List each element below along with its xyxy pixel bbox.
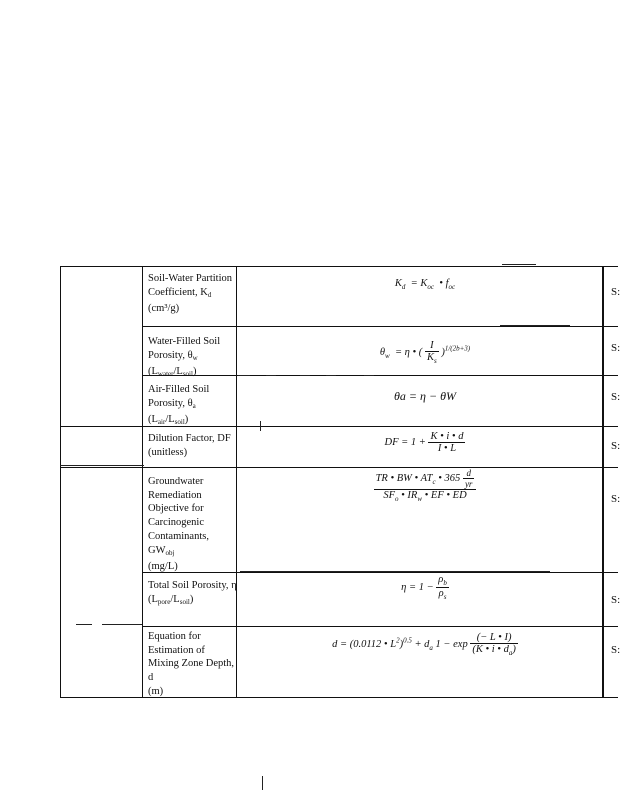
equation-table	[60, 266, 618, 698]
row-6-source: S:	[611, 594, 620, 606]
scan-mark	[502, 264, 536, 265]
row-4-label: Dilution Factor, DF (unitless)	[148, 433, 231, 458]
row-7-source: S:	[611, 644, 620, 656]
scan-mark	[500, 325, 570, 326]
row-3-label: Air-Filled Soil Porosity, $\theta_a$ $(L_{air}/L_{soil})$	[148, 384, 210, 427]
scan-mark	[238, 375, 250, 376]
row-5-source: S:	[611, 493, 620, 505]
table-bottom-border	[60, 697, 618, 698]
scan-mark	[326, 375, 336, 376]
scan-mark	[76, 624, 92, 625]
column-divider-1	[142, 266, 143, 698]
row-2-source: S:	[611, 342, 620, 354]
scan-mark	[262, 776, 263, 790]
row-4-source: S:	[611, 440, 620, 452]
row-5-equation: TR • BW • $AT_c$ • 365 $\frac{d}{yr}$ $SF_o$ • $IR_w$ • EF • ED	[244, 468, 606, 503]
scan-mark	[266, 375, 276, 376]
table-left-border	[60, 266, 61, 698]
row-divider-6	[142, 626, 618, 627]
table-top-border	[60, 266, 618, 267]
row-1-label: Soil-Water Partition Coefficient, $K_d$ (cm³/g)	[148, 273, 233, 315]
row-1-source: S:	[611, 286, 620, 298]
row-2-equation: $\theta_w = \eta$ • ( $\frac{I}{K_s}$ )$^{1/(2b+3)}$	[379, 340, 471, 366]
row-3-equation: θa = η − θW	[394, 389, 456, 403]
row-3-source: S:	[611, 391, 620, 403]
scan-mark	[364, 375, 374, 376]
row-divider-1	[142, 326, 618, 327]
row-1-equation: $K_d = K_{oc}$ • $f_{oc}$	[394, 278, 456, 292]
row-6-equation: η = 1 − $\frac{\rho_b}{\rho_s}$	[401, 574, 447, 602]
row-5-label: Groundwater Remediation Objective for Carcinogenic Contaminants, $GW_{obj}$ (mg/L)	[148, 476, 209, 573]
row-7-label: Equation for Estimation of Mixing Zone Depth, d (m)	[148, 631, 235, 697]
scan-mark	[300, 375, 310, 376]
row-divider-3	[60, 426, 618, 427]
row-4-equation: DF = 1 + $\frac{K • i • d}{I • L}$	[384, 431, 464, 454]
row-2-label: Water-Filled Soil Porosity, $\theta_w$ $(L_{water}/L_{soil})$	[148, 336, 221, 379]
scan-mark	[60, 465, 144, 466]
row-7-equation: d = (0.0112 • $L^2)^{0.5} + d_a$ 1 − exp $\frac{(- L • I)}{(K • i • d_a)}$	[332, 632, 516, 658]
scan-mark	[260, 421, 261, 431]
scan-mark	[240, 571, 550, 572]
row-6-label: Total Soil Porosity, η $(L_{pore}/L_{soil})$	[148, 580, 237, 606]
scan-mark	[102, 624, 142, 625]
